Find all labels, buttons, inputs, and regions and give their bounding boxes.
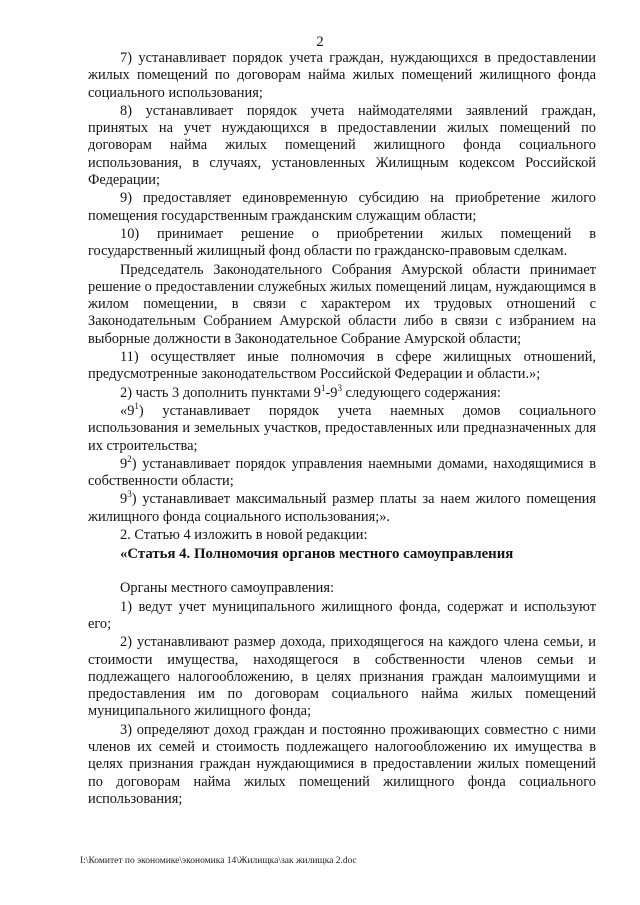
paragraph-article4-intro: 2. Статью 4 изложить в новой редакции: [120, 527, 368, 544]
part3-text-mid: -9 [325, 384, 338, 401]
part3-text-after: следующего содержания: [341, 384, 501, 401]
paragraph-municipal-3: 3) определяют доход граждан и постоянно проживающих совместно с ними членов их семей и стоимость подлежащего налогообложению их имущества в целях признания граждан нуждающимися в предоставлении жилых помещений по договорам найма жилых помещений жилищного фонда социального использования; [88, 721, 596, 807]
part3-sup-2: 3 [337, 382, 342, 393]
paragraph-8: 8) устанавливает порядок учета наймодателями заявлений граждан, принятых на учет нуждающихся в предоставлении жилых помещений по договорам найма жилых помещений жилищного фонда социального использования, в случаях, установленных Жилищным кодексом Российской Федерации; [88, 102, 596, 189]
p9-2-text: ) устанавливает порядок управления наемными домами, находящимися в собственности области; [88, 455, 596, 490]
paragraph-part3-amendment [88, 382, 596, 402]
paragraph-municipal-1: 1) ведут учет муниципального жилищного фонда, содержат и используют его; [88, 598, 596, 632]
paragraph-chairman: Председатель Законодательного Собрания Амурской области принимает решение о предоставлении служебных жилых помещений лицам, нуждающимся в жилом помещении, в связи с характером их трудовых отношений с Законодательным Собранием Амурской области либо в связи с избранием на выборные должности в Законодательное Собрание Амурской области; [88, 261, 596, 347]
paragraph-9-1 [88, 403, 596, 455]
paragraph-7: 7) устанавливает порядок учета граждан, нуждающихся в предоставлении жилых помещений по договорам найма жилых помещений жилищного фонда социального использования; [88, 50, 596, 101]
page-number: 2 [316, 34, 324, 50]
paragraph-organs-intro: Органы местного самоуправления: [120, 580, 334, 597]
p9-2-sup: 2 [127, 454, 132, 465]
p9-3-sup: 3 [127, 489, 132, 500]
article4-heading: «Статья 4. Полномочия органов местного самоуправления [120, 546, 514, 563]
document-body [88, 50, 596, 809]
spacer [88, 563, 596, 580]
footer-file-path: I:\Комитет по экономике\экономика 14\Жилищка\зак жилищка 2.doc [80, 856, 357, 866]
paragraph-9: 9) предоставляет единовременную субсидию на приобретение жилого помещения государственным гражданским служащим области; [88, 190, 596, 224]
p9-3-text: ) устанавливает максимальный размер платы за наем жилого помещения жилищного фонда социального использования;». [88, 491, 596, 525]
paragraph-11: 11) осуществляет иные полномочия в сфере жилищных отношений, предусмотренные законодательством Российской Федерации и области.»; [88, 349, 596, 383]
part3-text-before: 2) часть 3 дополнить пунктами 9 [120, 384, 321, 401]
paragraph-municipal-2: 2) устанавливают размер дохода, приходящегося на каждого члена семьи, и стоимости имущества, находящегося в собственности членов семьи и подлежащего налогообложению, в целях признания граждан малоимущими и предоставления им по договорам социального найма жилых помещений муниципального жилищного фонда; [88, 634, 596, 720]
p9-3-number: 9 [120, 491, 128, 508]
p9-1-sup: 1 [134, 401, 139, 412]
part3-sup-1: 1 [320, 382, 326, 393]
paragraph-9-2 [88, 456, 596, 491]
p9-2-number: 9 [120, 455, 128, 472]
paragraph-9-3 [88, 491, 596, 526]
p9-1-number: «9 [120, 402, 135, 419]
paragraph-10: 10) принимает решение о приобретении жилых помещений в государственный жилищный фонд области по гражданско-правовым сделкам. [88, 225, 596, 260]
p9-1-text: ) устанавливает порядок учета наемных домов социального использования и земельных участков, предоставленных или предназначенных для их строительства; [88, 402, 596, 454]
